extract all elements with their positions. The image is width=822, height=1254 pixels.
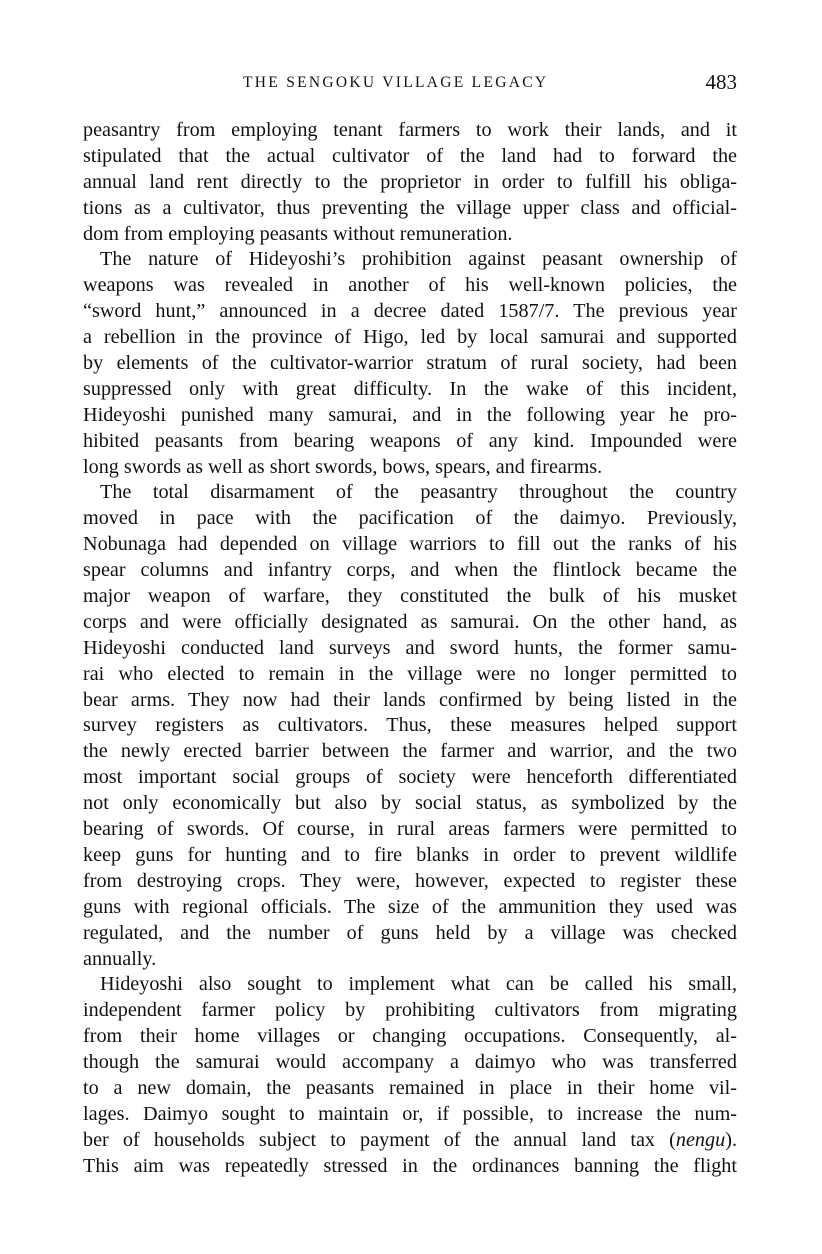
text-line: bear arms. They now had their lands confirmed by being listed in the bbox=[83, 688, 737, 711]
text-line: “sword hunt,” announced in a decree dated 1587/7. The previous year bbox=[83, 300, 737, 323]
text-line: Nobunaga had depended on village warriors to fill out the ranks of his bbox=[83, 533, 737, 556]
text-line: moved in pace with the pacification of the daimyo. Previously, bbox=[83, 507, 737, 530]
page-number: 483 bbox=[705, 70, 737, 94]
text-line: Hideyoshi conducted land surveys and sword hunts, the former samu- bbox=[83, 636, 737, 659]
text-segment: ). bbox=[725, 1128, 737, 1151]
text-line: tions as a cultivator, thus preventing the village upper class and official- bbox=[83, 196, 737, 219]
text-line: a rebellion in the province of Higo, led by local samurai and supported bbox=[83, 326, 737, 349]
text-line: by elements of the cultivator-warrior stratum of rural society, had been bbox=[83, 352, 737, 375]
text-line: major weapon of warfare, they constituted the bulk of his musket bbox=[83, 585, 737, 608]
text-line: the newly erected barrier between the farmer and warrior, and the two bbox=[83, 740, 737, 763]
text-line: This aim was repeatedly stressed in the ordinances banning the flight bbox=[83, 1154, 737, 1177]
text-line: though the samurai would accompany a daimyo who was transferred bbox=[83, 1051, 737, 1074]
text-line: weapons was revealed in another of his well-known policies, the bbox=[83, 274, 737, 297]
text-line: from their home villages or changing occupations. Consequently, al- bbox=[83, 1025, 737, 1048]
text-line: long swords as well as short swords, bows, spears, and firearms. bbox=[83, 455, 603, 478]
text-segment: ber of households subject to payment of the annual land tax ( bbox=[83, 1128, 676, 1151]
italic-term: nengu bbox=[675, 1128, 726, 1151]
text-line: hibited peasants from bearing weapons of any kind. Impounded were bbox=[83, 429, 737, 452]
text-line: spear columns and infantry corps, and when the flintlock became the bbox=[83, 559, 737, 582]
paragraph-4 bbox=[83, 972, 737, 1179]
text-line: annual land rent directly to the proprietor in order to fulfill his obliga- bbox=[83, 170, 737, 193]
running-header bbox=[83, 70, 737, 100]
paragraph-3 bbox=[83, 480, 737, 972]
text-line: suppressed only with great difficulty. In the wake of this incident, bbox=[83, 377, 737, 400]
text-line-with-italic bbox=[83, 1128, 737, 1154]
text-line: Hideyoshi also sought to implement what can be called his small, bbox=[100, 973, 737, 996]
text-line: The total disarmament of the peasantry throughout the country bbox=[100, 481, 737, 504]
text-line: The nature of Hideyoshi’s prohibition against peasant ownership of bbox=[100, 248, 737, 271]
paragraph-2 bbox=[83, 247, 737, 480]
text-line: most important social groups of society were henceforth differentiated bbox=[83, 766, 737, 789]
text-line: guns with regional officials. The size of the ammunition they used was bbox=[83, 895, 737, 918]
text-line: independent farmer policy by prohibiting cultivators from migrating bbox=[83, 999, 737, 1022]
text-line: Hideyoshi punished many samurai, and in the following year he pro- bbox=[83, 403, 737, 426]
body-text bbox=[83, 118, 737, 1180]
text-line: not only economically but also by social status, as symbolized by the bbox=[83, 792, 737, 815]
text-line: regulated, and the number of guns held by a village was checked bbox=[83, 921, 737, 944]
text-line: bearing of swords. Of course, in rural areas farmers were permitted to bbox=[83, 818, 737, 841]
text-line: to a new domain, the peasants remained in place in their home vil- bbox=[83, 1076, 737, 1099]
text-line: survey registers as cultivators. Thus, these measures helped support bbox=[83, 714, 737, 737]
paragraph-1 bbox=[83, 118, 737, 247]
text-line: from destroying crops. They were, however, expected to register these bbox=[83, 869, 737, 892]
text-line: annually. bbox=[83, 947, 157, 970]
text-line: dom from employing peasants without remuneration. bbox=[83, 222, 513, 245]
text-line: peasantry from employing tenant farmers to work their lands, and it bbox=[83, 119, 737, 141]
running-title: THE SENGOKU VILLAGE LEGACY bbox=[243, 74, 549, 91]
text-line: lages. Daimyo sought to maintain or, if possible, to increase the num- bbox=[83, 1102, 737, 1125]
text-line: corps and were officially designated as samurai. On the other hand, as bbox=[83, 610, 737, 633]
text-line: keep guns for hunting and to fire blanks in order to prevent wildlife bbox=[83, 843, 737, 866]
text-line: rai who elected to remain in the village were no longer permitted to bbox=[83, 662, 737, 685]
text-line: stipulated that the actual cultivator of the land had to forward the bbox=[83, 144, 737, 167]
